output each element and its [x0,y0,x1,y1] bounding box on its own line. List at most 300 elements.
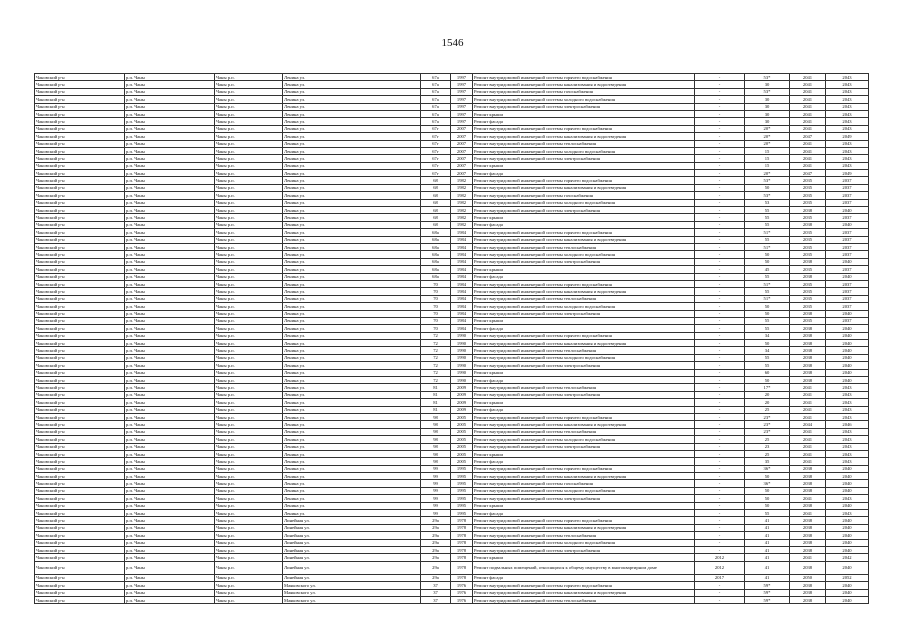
cell-build-year: 1982 [451,221,473,228]
cell-district: Чановский р-н [35,473,125,480]
table-row [35,81,869,88]
cell-city: Чаны р.п. [215,192,283,199]
cell-cost: - [695,88,745,95]
table-row [35,317,869,324]
cell-district: Чановский р-н [35,354,125,361]
table-row [35,458,869,465]
cell-cost: - [695,207,745,214]
cell-district: Чановский р-н [35,310,125,317]
cell-end-year: 2043 [826,406,869,413]
cell-house-number: 99 [421,502,451,509]
cell-start-year: 2041 [790,110,826,117]
cell-city: Чаны р.п. [215,243,283,250]
cell-end-year: 2040 [826,473,869,480]
cell-street: Ленина ул. [283,347,421,354]
cell-start-year: 2041 [790,147,826,154]
cell-locality: р.п. Чаны [125,428,215,435]
cell-locality: р.п. Чаны [125,589,215,596]
cell-wear-percent: 20* [745,170,790,177]
cell-cost: - [695,74,745,81]
cell-house-number: 68 [421,207,451,214]
cell-work-type: Ремонт крыши [473,399,695,406]
cell-street: Ленина ул. [283,184,421,191]
cell-wear-percent: 41 [745,547,790,554]
cell-wear-percent: 34 [745,332,790,339]
cell-house-number: 68 [421,221,451,228]
cell-city: Чаны р.п. [215,421,283,428]
cell-start-year: 2038 [790,273,826,280]
cell-house-number: 70 [421,325,451,332]
cell-house-number: 29а [421,561,451,574]
cell-city: Чаны р.п. [215,554,283,561]
cell-city: Чаны р.п. [215,413,283,420]
table-row [35,413,869,420]
cell-district: Чановский р-н [35,325,125,332]
cell-locality: р.п. Чаны [125,384,215,391]
cell-cost: - [695,96,745,103]
cell-city: Чаны р.п. [215,133,283,140]
cell-house-number: 70 [421,280,451,287]
cell-build-year: 2005 [451,421,473,428]
cell-start-year: 2038 [790,340,826,347]
table-row [35,582,869,589]
cell-build-year: 1990 [451,362,473,369]
cell-end-year: 2037 [826,184,869,191]
cell-cost: - [695,273,745,280]
cell-cost: - [695,332,745,339]
cell-city: Чаны р.п. [215,517,283,524]
cell-street: Ленина ул. [283,413,421,420]
cell-street: Ленина ул. [283,303,421,310]
cell-house-number: 98 [421,436,451,443]
cell-wear-percent: 50 [745,502,790,509]
cell-work-type: Ремонт внутридомовой инженерной системы электроснабжения [473,362,695,369]
cell-locality: р.п. Чаны [125,421,215,428]
cell-start-year: 2041 [790,413,826,420]
cell-build-year: 1990 [451,332,473,339]
cell-locality: р.п. Чаны [125,243,215,250]
cell-locality: р.п. Чаны [125,273,215,280]
cell-city: Чаны р.п. [215,561,283,574]
cell-district: Чановский р-н [35,295,125,302]
cell-district: Чановский р-н [35,303,125,310]
cell-work-type: Ремонт внутридомовой инженерной системы канализования и водоотведения [473,340,695,347]
cell-start-year: 2035 [790,251,826,258]
cell-district: Чановский р-н [35,236,125,243]
cell-wear-percent: 34 [745,347,790,354]
cell-locality: р.п. Чаны [125,450,215,457]
cell-build-year: 1978 [451,524,473,531]
table-row [35,391,869,398]
cell-house-number: 98 [421,428,451,435]
cell-build-year: 1984 [451,243,473,250]
cell-work-type: Ремонт фасада [473,406,695,413]
cell-end-year: 2043 [826,450,869,457]
cell-locality: р.п. Чаны [125,406,215,413]
cell-locality: р.п. Чаны [125,510,215,517]
cell-work-type: Ремонт внутридомовой инженерной системы холодного водоснабжения [473,96,695,103]
cell-cost: - [695,325,745,332]
cell-start-year: 2035 [790,303,826,310]
cell-wear-percent: 55 [745,273,790,280]
cell-end-year: 2043 [826,384,869,391]
table-row [35,465,869,472]
cell-start-year: 2041 [790,436,826,443]
cell-work-type: Ремонт внутридомовой инженерной системы канализования и водоотведения [473,524,695,531]
cell-work-type: Ремонт внутридомовой инженерной системы теплоснабжения [473,532,695,539]
cell-city: Чаны р.п. [215,81,283,88]
cell-work-type: Ремонт крыши [473,554,695,561]
cell-city: Чаны р.п. [215,502,283,509]
cell-district: Чановский р-н [35,436,125,443]
cell-cost: - [695,450,745,457]
cell-end-year: 2040 [826,532,869,539]
cell-house-number: 72 [421,332,451,339]
cell-wear-percent: 20 [745,391,790,398]
cell-cost: - [695,258,745,265]
cell-locality: р.п. Чаны [125,561,215,574]
table-row [35,214,869,221]
cell-district: Чановский р-н [35,495,125,502]
cell-end-year: 2037 [826,236,869,243]
cell-locality: р.п. Чаны [125,288,215,295]
cell-build-year: 1984 [451,325,473,332]
cell-city: Чаны р.п. [215,273,283,280]
cell-build-year: 2005 [451,413,473,420]
cell-end-year: 2040 [826,582,869,589]
cell-end-year: 2043 [826,140,869,147]
cell-start-year: 2038 [790,480,826,487]
cell-cost: - [695,473,745,480]
cell-wear-percent: 15 [745,147,790,154]
cell-cost: - [695,184,745,191]
cell-end-year: 2040 [826,487,869,494]
cell-cost: 2017 [695,574,745,581]
cell-build-year: 1978 [451,539,473,546]
cell-locality: р.п. Чаны [125,140,215,147]
cell-work-type: Ремонт внутридомовой инженерной системы холодного водоснабжения [473,487,695,494]
cell-house-number: 68 [421,214,451,221]
cell-work-type: Ремонт крыши [473,266,695,273]
cell-wear-percent: 55 [745,214,790,221]
cell-wear-percent: 41 [745,517,790,524]
cell-house-number: 99 [421,480,451,487]
cell-district: Чановский р-н [35,251,125,258]
cell-city: Чаны р.п. [215,547,283,554]
cell-work-type: Ремонт крыши [473,214,695,221]
cell-start-year: 2038 [790,258,826,265]
cell-wear-percent: 55 [745,362,790,369]
cell-build-year: 1978 [451,547,473,554]
table-row [35,96,869,103]
cell-build-year: 1995 [451,473,473,480]
cell-street: Ленина ул. [283,473,421,480]
cell-house-number: 81 [421,384,451,391]
cell-wear-percent: 53* [745,177,790,184]
cell-cost: - [695,243,745,250]
cell-district: Чановский р-н [35,280,125,287]
cell-wear-percent: 20* [745,140,790,147]
cell-house-number: 70 [421,295,451,302]
cell-work-type: Ремонт внутридомовой инженерной системы электроснабжения [473,495,695,502]
table-row [35,103,869,110]
cell-cost: - [695,399,745,406]
cell-house-number: 67г [421,140,451,147]
cell-locality: р.п. Чаны [125,517,215,524]
cell-work-type: Ремонт внутридомовой инженерной системы горячего водоснабжения [473,413,695,420]
table-row [35,133,869,140]
cell-cost: - [695,502,745,509]
cell-city: Чаны р.п. [215,177,283,184]
cell-locality: р.п. Чаны [125,487,215,494]
cell-district: Чановский р-н [35,229,125,236]
cell-district: Чановский р-н [35,155,125,162]
cell-end-year: 2043 [826,118,869,125]
cell-wear-percent: 53* [745,74,790,81]
cell-district: Чановский р-н [35,266,125,273]
cell-house-number: 99 [421,465,451,472]
cell-district: Чановский р-н [35,369,125,376]
cell-locality: р.п. Чаны [125,325,215,332]
cell-work-type: Ремонт подвальных помещений, относящихся к общему имуществу в многоквартирном доме [473,561,695,574]
cell-street: Ленина ул. [283,118,421,125]
cell-work-type: Ремонт внутридомовой инженерной системы теплоснабжения [473,140,695,147]
cell-house-number: 29а [421,524,451,531]
cell-house-number: 67г [421,133,451,140]
cell-start-year: 2041 [790,458,826,465]
cell-end-year: 2043 [826,74,869,81]
cell-locality: р.п. Чаны [125,554,215,561]
table-row [35,574,869,581]
cell-wear-percent: 20* [745,125,790,132]
cell-cost: - [695,110,745,117]
table-row [35,473,869,480]
cell-build-year: 1984 [451,236,473,243]
cell-street: Ленина ул. [283,192,421,199]
cell-district: Чановский р-н [35,589,125,596]
cell-city: Чаны р.п. [215,103,283,110]
table-row [35,354,869,361]
table-row [35,495,869,502]
cell-city: Чаны р.п. [215,406,283,413]
cell-work-type: Ремонт внутридомовой инженерной системы горячего водоснабжения [473,177,695,184]
cell-city: Чаны р.п. [215,280,283,287]
cell-cost: 2012 [695,561,745,574]
cell-wear-percent: 20* [745,133,790,140]
cell-street: Маяковского ул. [283,589,421,596]
table-row [35,347,869,354]
cell-end-year: 2040 [826,207,869,214]
cell-street: Ленина ул. [283,362,421,369]
cell-build-year: 1997 [451,103,473,110]
cell-city: Чаны р.п. [215,221,283,228]
table-row [35,229,869,236]
cell-work-type: Ремонт внутридомовой инженерной системы горячего водоснабжения [473,125,695,132]
cell-end-year: 2040 [826,221,869,228]
cell-start-year: 2038 [790,547,826,554]
table-row [35,561,869,574]
cell-build-year: 2009 [451,399,473,406]
cell-cost: - [695,347,745,354]
cell-cost: - [695,303,745,310]
cell-house-number: 29а [421,539,451,546]
cell-city: Чаны р.п. [215,362,283,369]
cell-district: Чановский р-н [35,162,125,169]
cell-district: Чановский р-н [35,288,125,295]
cell-street: Маяковского ул. [283,582,421,589]
cell-city: Чаны р.п. [215,88,283,95]
cell-locality: р.п. Чаны [125,236,215,243]
cell-house-number: 99 [421,495,451,502]
cell-wear-percent: 23* [745,413,790,420]
cell-end-year: 2040 [826,362,869,369]
cell-work-type: Ремонт внутридомовой инженерной системы холодного водоснабжения [473,436,695,443]
cell-cost: - [695,406,745,413]
cell-city: Чаны р.п. [215,258,283,265]
cell-build-year: 1982 [451,192,473,199]
cell-build-year: 1990 [451,340,473,347]
cell-locality: р.п. Чаны [125,596,215,603]
cell-wear-percent: 55 [745,221,790,228]
cell-work-type: Ремонт внутридомовой инженерной системы канализования и водоотведения [473,473,695,480]
cell-house-number: 67г [421,147,451,154]
cell-city: Чаны р.п. [215,428,283,435]
cell-house-number: 81 [421,406,451,413]
table-body [35,74,869,604]
cell-start-year: 2038 [790,377,826,384]
cell-work-type: Ремонт внутридомовой инженерной системы электроснабжения [473,258,695,265]
cell-start-year: 2041 [790,554,826,561]
cell-cost: - [695,295,745,302]
cell-wear-percent: 20 [745,399,790,406]
table-row [35,406,869,413]
cell-wear-percent: 30 [745,103,790,110]
table-row [35,310,869,317]
cell-build-year: 1995 [451,502,473,509]
cell-house-number: 67г [421,162,451,169]
cell-city: Чаны р.п. [215,465,283,472]
cell-district: Чановский р-н [35,258,125,265]
cell-start-year: 2041 [790,96,826,103]
cell-end-year: 2037 [826,288,869,295]
cell-wear-percent: 17* [745,384,790,391]
cell-work-type: Ремонт внутридомовой инженерной системы электроснабжения [473,103,695,110]
repair-schedule-table [34,73,869,604]
cell-cost: - [695,391,745,398]
table-row [35,384,869,391]
cell-cost: - [695,280,745,287]
cell-locality: р.п. Чаны [125,582,215,589]
cell-wear-percent: 41 [745,554,790,561]
cell-build-year: 2005 [451,436,473,443]
cell-build-year: 2005 [451,428,473,435]
cell-city: Чаны р.п. [215,295,283,302]
cell-house-number: 67а [421,88,451,95]
cell-end-year: 2040 [826,596,869,603]
cell-locality: р.п. Чаны [125,214,215,221]
cell-street: Ленина ул. [283,280,421,287]
cell-district: Чановский р-н [35,413,125,420]
cell-street: Ленина ул. [283,199,421,206]
cell-street: Ленина ул. [283,155,421,162]
cell-locality: р.п. Чаны [125,88,215,95]
cell-city: Чаны р.п. [215,473,283,480]
cell-work-type: Ремонт внутридомовой инженерной системы горячего водоснабжения [473,582,695,589]
cell-wear-percent: 53* [745,192,790,199]
cell-locality: р.п. Чаны [125,147,215,154]
cell-work-type: Ремонт внутридомовой инженерной системы холодного водоснабжения [473,303,695,310]
cell-end-year: 2037 [826,199,869,206]
cell-district: Чановский р-н [35,377,125,384]
cell-district: Чановский р-н [35,177,125,184]
cell-cost: - [695,340,745,347]
cell-start-year: 2038 [790,325,826,332]
cell-city: Чаны р.п. [215,480,283,487]
cell-cost: - [695,532,745,539]
cell-work-type: Ремонт крыши [473,369,695,376]
cell-city: Чаны р.п. [215,266,283,273]
cell-street: Ленина ул. [283,436,421,443]
repair-schedule-sheet [34,73,868,604]
cell-build-year: 1976 [451,596,473,603]
cell-street: Ленина ул. [283,266,421,273]
cell-work-type: Ремонт внутридомовой инженерной системы канализования и водоотведения [473,421,695,428]
cell-city: Чаны р.п. [215,354,283,361]
cell-locality: р.п. Чаны [125,502,215,509]
table-row [35,88,869,95]
cell-wear-percent: 36* [745,465,790,472]
cell-wear-percent: 51* [745,243,790,250]
cell-cost: - [695,221,745,228]
cell-street: Ленина ул. [283,133,421,140]
cell-start-year: 2038 [790,354,826,361]
table-row [35,436,869,443]
cell-district: Чановский р-н [35,554,125,561]
cell-build-year: 2007 [451,155,473,162]
cell-work-type: Ремонт внутридомовой инженерной системы горячего водоснабжения [473,74,695,81]
cell-locality: р.п. Чаны [125,81,215,88]
cell-work-type: Ремонт внутридомовой инженерной системы холодного водоснабжения [473,354,695,361]
cell-build-year: 2009 [451,391,473,398]
cell-city: Чаны р.п. [215,340,283,347]
cell-wear-percent: 50 [745,184,790,191]
cell-end-year: 2040 [826,480,869,487]
cell-start-year: 2038 [790,582,826,589]
cell-locality: р.п. Чаны [125,221,215,228]
cell-district: Чановский р-н [35,140,125,147]
cell-wear-percent: 51* [745,280,790,287]
cell-district: Чановский р-н [35,596,125,603]
cell-street: Ленина ул. [283,147,421,154]
cell-street: Ленина ул. [283,458,421,465]
cell-locality: р.п. Чаны [125,229,215,236]
cell-street: Ленина ул. [283,510,421,517]
cell-start-year: 2038 [790,524,826,531]
cell-start-year: 2041 [790,140,826,147]
cell-end-year: 2043 [826,510,869,517]
cell-locality: р.п. Чаны [125,340,215,347]
cell-start-year: 2035 [790,214,826,221]
cell-build-year: 1984 [451,303,473,310]
cell-house-number: 81 [421,391,451,398]
cell-street: Ленина ул. [283,236,421,243]
cell-work-type: Ремонт внутридомовой инженерной системы канализования и водоотведения [473,81,695,88]
cell-district: Чановский р-н [35,74,125,81]
cell-end-year: 2043 [826,96,869,103]
table-row [35,118,869,125]
cell-build-year: 1990 [451,354,473,361]
cell-start-year: 2041 [790,495,826,502]
